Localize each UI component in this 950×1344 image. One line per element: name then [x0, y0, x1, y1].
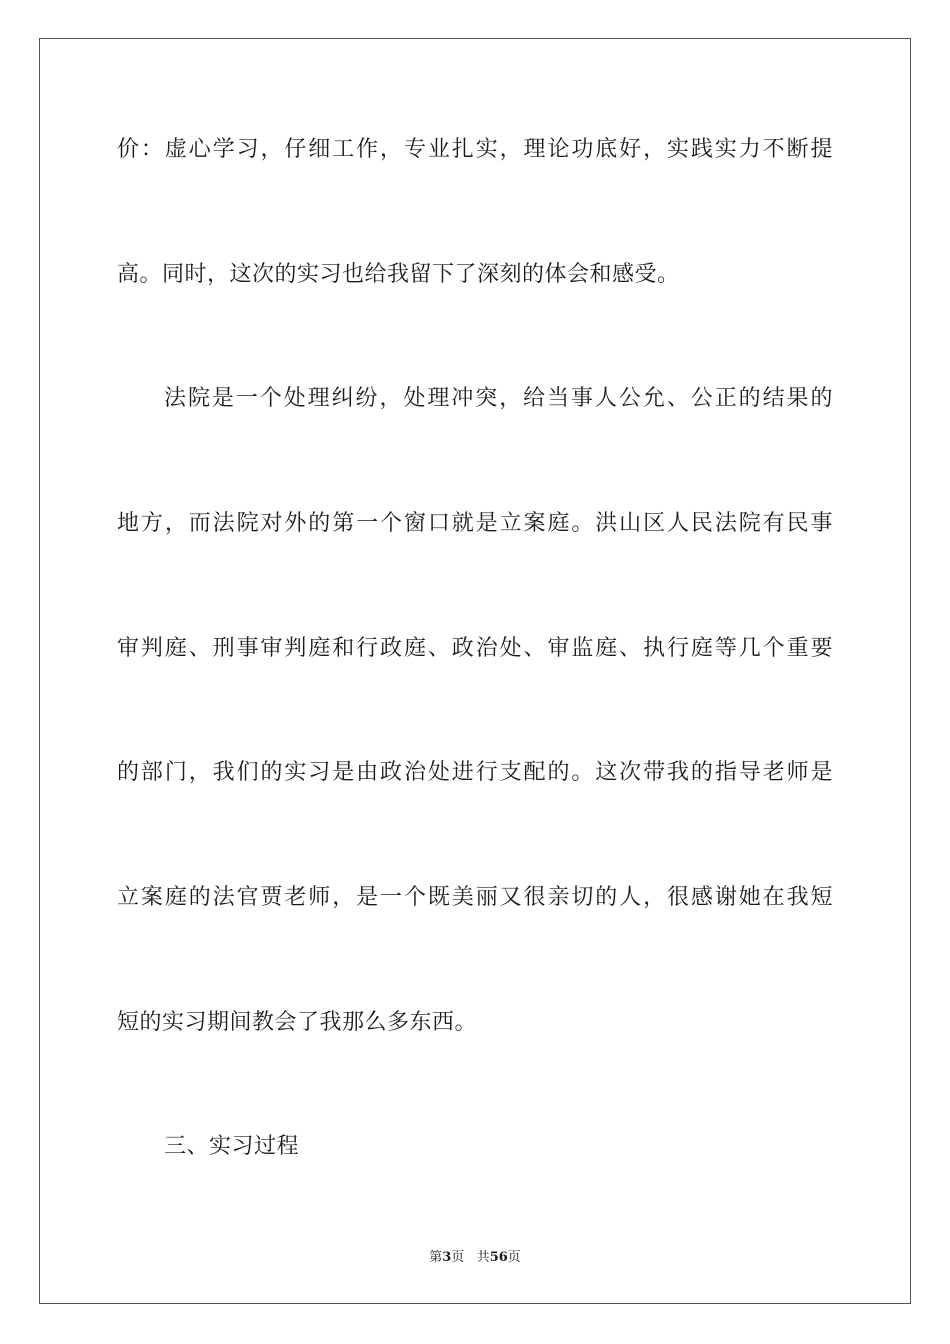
body-line-3: 法院是一个处理纠纷，处理冲突，给当事人公允、公正的结果的: [164, 386, 833, 411]
section-heading: 三、实习过程: [164, 1134, 300, 1159]
page-border: [39, 38, 911, 1304]
footer-page-prefix: 第: [429, 1250, 443, 1265]
footer-total-suffix: 页: [507, 1250, 521, 1265]
body-line-2: 高。同时，这次的实习也给我留下了深刻的体会和感受。: [117, 262, 680, 287]
footer-total-prefix: 共: [476, 1250, 490, 1265]
footer-total-number: 56: [489, 1250, 508, 1265]
footer-page-number: 3: [442, 1250, 452, 1265]
page-footer: [0, 1250, 950, 1266]
body-line-4: 地方，而法院对外的第一个窗口就是立案庭。洪山区人民法院有民事: [117, 511, 833, 536]
body-line-1: 价：虚心学习，仔细工作，专业扎实，理论功底好，实践实力不断提: [117, 137, 833, 162]
body-line-6: 的部门，我们的实习是由政治处进行支配的。这次带我的指导老师是: [117, 760, 833, 785]
footer-page-suffix: 页: [451, 1250, 465, 1265]
body-line-8: 短的实习期间教会了我那么多东西。: [117, 1010, 478, 1035]
body-line-5: 审判庭、刑事审判庭和行政庭、政治处、审监庭、执行庭等几个重要: [117, 636, 833, 661]
body-line-7: 立案庭的法官贾老师，是一个既美丽又很亲切的人，很感谢她在我短: [117, 885, 833, 910]
